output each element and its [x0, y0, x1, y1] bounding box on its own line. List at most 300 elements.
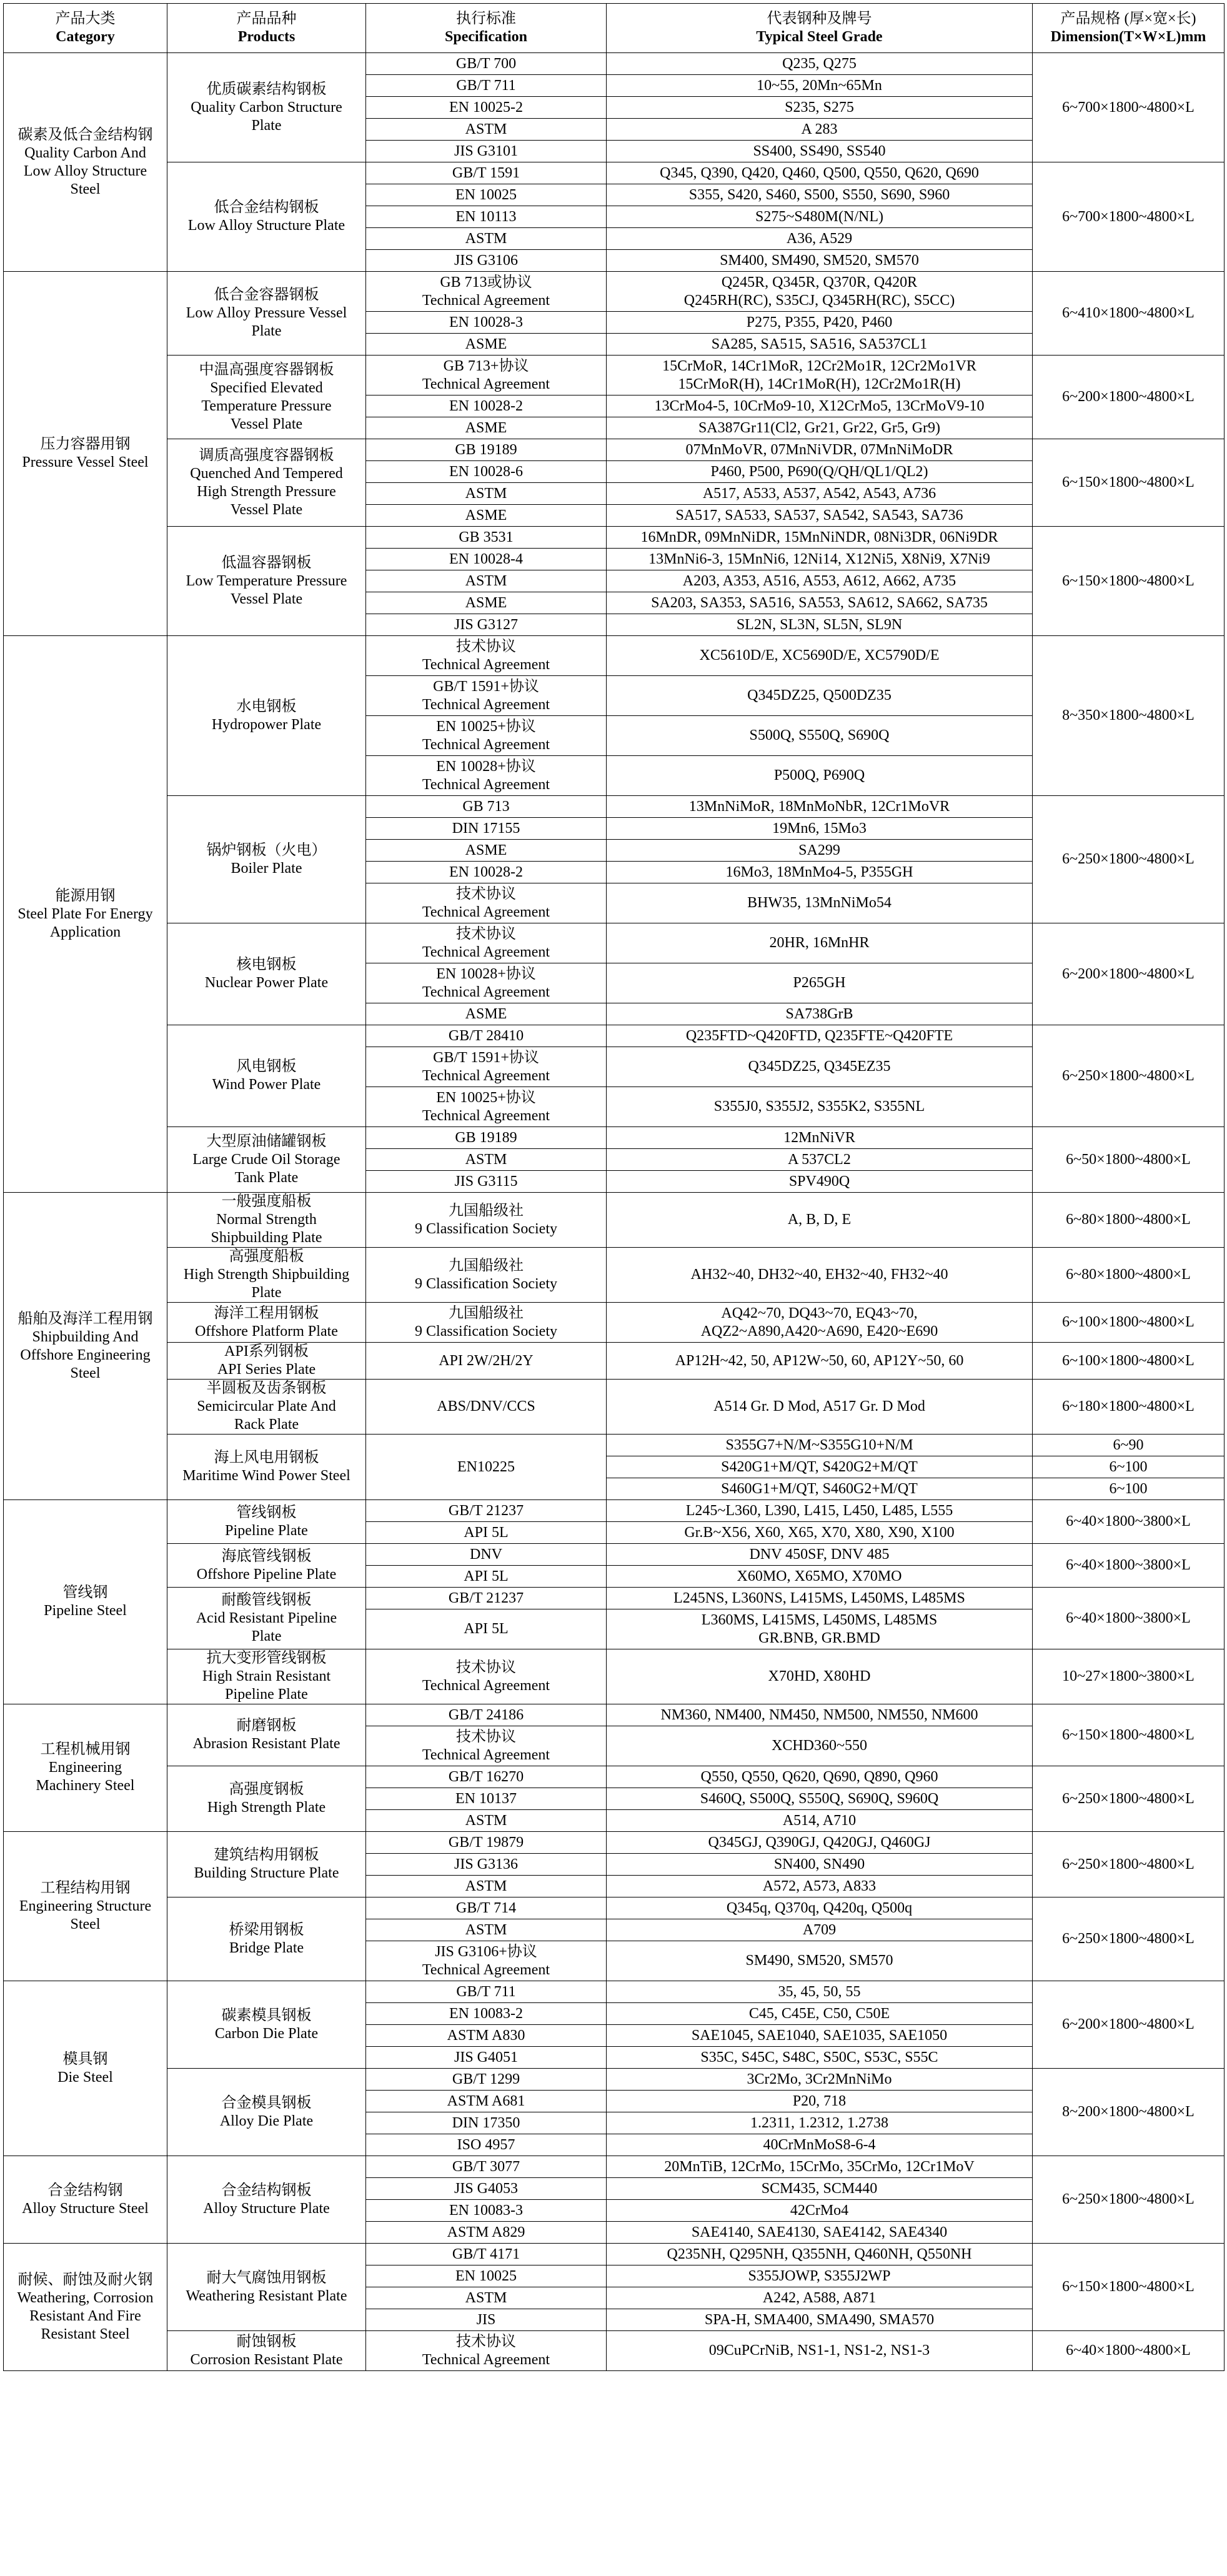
steel-product-spec-table: [3, 3, 1225, 2371]
table-row: [4, 356, 1225, 395]
specification-cell: [366, 206, 607, 228]
specification-cell: [366, 417, 607, 439]
grade-text: A36, A529: [786, 230, 853, 247]
product-label: High Strain Resistant: [202, 1668, 331, 1684]
specification-text: EN 10028-2: [449, 397, 523, 414]
specification-text: GB/T 1591+协议: [433, 1049, 539, 1066]
table-row: [4, 1704, 1225, 1726]
grade-text: S275~S480M(N/NL): [755, 208, 883, 225]
product-label: 半圆板及齿条钢板: [206, 1380, 327, 1396]
grade-text: SPA-H, SMA400, SMA490, SMA570: [704, 2311, 935, 2328]
product-cell: [167, 2069, 366, 2156]
product-cell: [167, 1380, 366, 1435]
grade-text: S420G1+M/QT, S420G2+M/QT: [721, 1458, 918, 1475]
specification-cell: [366, 2069, 607, 2091]
grade-text: S235, S275: [785, 99, 854, 116]
grade-text: SA299: [798, 842, 840, 858]
dimension-cell: 6~40×1800~3800×L: [1033, 1588, 1225, 1649]
product-label: 锅炉钢板（火电）: [206, 842, 327, 858]
dimension-cell: 6~100: [1033, 1478, 1225, 1500]
product-cell: [167, 162, 366, 272]
product-cell: [167, 1127, 366, 1193]
product-label: Low Alloy Pressure Vessel: [186, 305, 347, 321]
specification-text: EN 10137: [455, 1790, 517, 1807]
specification-text: GB/T 1591: [452, 164, 520, 181]
table-row: [4, 53, 1225, 75]
dimension-cell: 6~250×1800~4800×L: [1033, 1897, 1225, 1981]
grade-cell: [607, 883, 1033, 923]
product-label: Acid Resistant Pipeline: [196, 1609, 337, 1626]
grade-text: A517, A533, A537, A542, A543, A736: [702, 485, 936, 502]
category-label: Steel: [70, 181, 101, 197]
product-label: 水电钢板: [236, 698, 297, 715]
grade-text: A, B, D, E: [787, 1211, 852, 1228]
product-cell: [167, 1649, 366, 1704]
grade-text: S460Q, S500Q, S550Q, S690Q, S960Q: [700, 1790, 939, 1807]
specification-text: GB/T 28410: [448, 1027, 524, 1044]
dimension-cell: 6~80×1800~4800×L: [1033, 1193, 1225, 1248]
dimension-cell: 6~700×1800~4800×L: [1033, 53, 1225, 162]
product-cell: [167, 1981, 366, 2069]
specification-text: GB/T 711: [456, 1983, 516, 2000]
product-cell: [167, 636, 366, 796]
specification-text: GB/T 3077: [452, 2158, 520, 2175]
specification-text: 9 Classification Society: [415, 1323, 557, 1340]
specification-cell: [366, 1149, 607, 1171]
specification-text: EN 10083-2: [449, 2005, 523, 2022]
specification-cell: [366, 2265, 607, 2287]
specification-cell: [366, 334, 607, 356]
specification-text: Technical Agreement: [422, 292, 550, 309]
specification-cell: [366, 570, 607, 592]
product-cell: [167, 439, 366, 527]
grade-text: P500Q, P690Q: [773, 767, 865, 783]
category-label: 管线钢: [62, 1584, 108, 1601]
specification-cell: [366, 395, 607, 417]
grade-cell: [607, 1522, 1033, 1544]
product-label: 调质高强度容器钢板: [199, 447, 334, 464]
table-header-row: [4, 4, 1225, 53]
header-specification-en: Specification: [445, 29, 527, 45]
specification-text: ASME: [465, 1005, 507, 1022]
specification-cell: [366, 184, 607, 206]
specification-cell: [366, 1087, 607, 1127]
grade-cell: [607, 1025, 1033, 1047]
category-label: Resistant Steel: [41, 2325, 130, 2342]
product-label: Nuclear Power Plate: [204, 975, 329, 991]
specification-text: JIS G3106: [454, 252, 518, 269]
category-label: Engineering: [48, 1759, 122, 1776]
grade-cell: [607, 141, 1033, 162]
grade-text: 09CuPCrNiB, NS1-1, NS1-2, NS1-3: [708, 2342, 930, 2359]
grade-cell: [607, 1897, 1033, 1919]
specification-cell: [366, 272, 607, 312]
category-label: 船舶及海洋工程用钢: [17, 1310, 153, 1327]
grade-text: XC5610D/E, XC5690D/E, XC5790D/E: [699, 647, 940, 664]
table-row: [4, 2331, 1225, 2371]
specification-cell: [366, 461, 607, 483]
specification-text: GB/T 700: [455, 55, 517, 72]
category-label: Offshore Engineering: [20, 1346, 151, 1363]
header-products: [167, 4, 366, 53]
table-row: [4, 1981, 1225, 2003]
specification-cell: [366, 356, 607, 395]
specification-cell: [366, 250, 607, 272]
specification-cell: [366, 614, 607, 636]
specification-cell: [366, 1025, 607, 1047]
specification-cell: [366, 2047, 607, 2069]
grade-cell: [607, 312, 1033, 334]
grade-text: SA738GrB: [785, 1005, 853, 1022]
product-label: Plate: [251, 323, 282, 339]
product-cell: [167, 527, 366, 636]
category-label: Weathering, Corrosion: [17, 2289, 154, 2306]
specification-text: JIS G3136: [454, 1856, 518, 1872]
grade-text: 20MnTiB, 12CrMo, 15CrMo, 35CrMo, 12Cr1MoV: [664, 2158, 975, 2175]
product-cell: [167, 53, 366, 162]
grade-cell: [607, 1003, 1033, 1025]
grade-cell: [607, 592, 1033, 614]
table-row: [4, 1025, 1225, 1047]
grade-text: Q235, Q275: [782, 55, 857, 72]
specification-cell: [366, 2112, 607, 2134]
header-category-zh: 产品大类: [55, 11, 116, 27]
specification-cell: [366, 2222, 607, 2244]
product-label: 耐大气腐蚀用钢板: [206, 2269, 327, 2286]
category-label: Steel: [70, 1365, 101, 1381]
product-label: Carbon Die Plate: [214, 2025, 319, 2042]
specification-cell: [366, 756, 607, 796]
specification-cell: [366, 312, 607, 334]
specification-text: Technical Agreement: [422, 736, 550, 753]
dimension-cell: 6~40×1800~4800×L: [1033, 2331, 1225, 2371]
grade-text: Gr.B~X56, X60, X65, X70, X80, X90, X100: [684, 1524, 955, 1541]
header-products-en: Products: [237, 29, 296, 45]
grade-cell: [607, 53, 1033, 75]
specification-text: GB 19189: [455, 441, 517, 458]
specification-text: ASTM: [465, 121, 507, 137]
grade-cell: [607, 1609, 1033, 1649]
grade-cell: [607, 570, 1033, 592]
specification-text: JIS: [476, 2311, 496, 2328]
specification-cell: [366, 527, 607, 549]
grade-text: 15CrMoR(H), 14Cr1MoR(H), 12Cr2Mo1R(H): [678, 375, 961, 392]
table-row: [4, 1435, 1225, 1456]
grade-cell: [607, 862, 1033, 883]
specification-text: GB 713或协议: [440, 274, 532, 291]
category-cell: [4, 636, 167, 1193]
dimension-cell: 6~40×1800~3800×L: [1033, 1544, 1225, 1588]
grade-cell: [607, 716, 1033, 756]
specification-text: ASTM: [465, 485, 507, 502]
specification-cell: [366, 716, 607, 756]
grade-text: SM490, SM520, SM570: [745, 1952, 893, 1969]
specification-cell: [366, 1766, 607, 1788]
grade-text: AQZ2~A890,A420~A690, E420~E690: [700, 1323, 938, 1340]
header-dimension-en: Dimension(T×W×L)mm: [1050, 29, 1206, 45]
specification-cell: [366, 923, 607, 963]
product-cell: [167, 1704, 366, 1766]
product-cell: [167, 1500, 366, 1544]
specification-cell: [366, 676, 607, 716]
product-label: 碳素模具钢板: [221, 2007, 312, 2024]
specification-text: 九国船级社: [449, 1202, 524, 1219]
category-cell: [4, 1704, 167, 1832]
header-category-en: Category: [56, 29, 115, 45]
specification-cell: [366, 141, 607, 162]
specification-text: API 5L: [464, 1621, 509, 1637]
product-cell: [167, 923, 366, 1025]
product-cell: [167, 1544, 366, 1588]
specification-cell: [366, 963, 607, 1003]
product-label: Low Temperature Pressure: [186, 572, 347, 589]
specification-text: EN10225: [457, 1458, 515, 1475]
specification-text: GB/T 19879: [448, 1834, 524, 1851]
product-cell: [167, 1588, 366, 1649]
specification-cell: [366, 1003, 607, 1025]
grade-text: 3Cr2Mo, 3Cr2MnNiMo: [747, 2071, 892, 2087]
dimension-cell: 6~50×1800~4800×L: [1033, 1127, 1225, 1193]
category-cell: [4, 1981, 167, 2156]
specification-text: EN 10083-3: [449, 2202, 523, 2219]
specification-text: Technical Agreement: [422, 1107, 550, 1124]
grade-cell: [607, 119, 1033, 141]
specification-text: ASME: [465, 594, 507, 611]
specification-cell: [366, 883, 607, 923]
specification-text: ASTM: [465, 230, 507, 247]
grade-cell: [607, 439, 1033, 461]
grade-cell: [607, 549, 1033, 570]
grade-cell: [607, 2222, 1033, 2244]
specification-cell: [366, 53, 607, 75]
specification-text: EN 10028+协议: [436, 758, 536, 775]
specification-cell: [366, 2309, 607, 2331]
grade-cell: [607, 1981, 1033, 2003]
product-label: 耐蚀钢板: [236, 2333, 297, 2350]
specification-cell: [366, 97, 607, 119]
dimension-cell: 6~100×1800~4800×L: [1033, 1303, 1225, 1343]
dimension-cell: 6~150×1800~4800×L: [1033, 1704, 1225, 1766]
grade-text: SA517, SA533, SA537, SA542, SA543, SA736: [675, 507, 963, 524]
specification-text: 技术协议: [456, 885, 516, 902]
category-cell: [4, 1500, 167, 1704]
grade-text: SA285, SA515, SA516, SA537CL1: [711, 336, 928, 352]
product-cell: [167, 1832, 366, 1897]
grade-text: P20, 718: [792, 2092, 847, 2109]
dimension-cell: 6~150×1800~4800×L: [1033, 439, 1225, 527]
product-label: Vessel Plate: [230, 501, 303, 518]
specification-text: Technical Agreement: [422, 1067, 550, 1084]
specification-text: GB 3531: [459, 529, 514, 545]
product-cell: [167, 1435, 366, 1500]
specification-text: GB/T 16270: [448, 1768, 524, 1785]
product-label: High Strength Shipbuilding: [183, 1266, 350, 1283]
specification-cell: [366, 2178, 607, 2200]
specification-cell: [366, 1435, 607, 1500]
specification-text: ASTM: [465, 1151, 507, 1168]
grade-cell: [607, 1704, 1033, 1726]
grade-text: SL2N, SL3N, SL5N, SL9N: [736, 616, 903, 633]
grade-cell: [607, 2047, 1033, 2069]
grade-text: Q245R, Q345R, Q370R, Q420R: [721, 274, 918, 291]
grade-cell: [607, 1726, 1033, 1766]
product-cell: [167, 2156, 366, 2244]
grade-text: GR.BNB, GR.BMD: [758, 1629, 880, 1646]
header-specification-zh: 执行标准: [456, 11, 516, 27]
product-label: Boiler Plate: [231, 860, 302, 877]
specification-cell: [366, 2091, 607, 2112]
grade-cell: [607, 250, 1033, 272]
specification-text: DIN 17350: [452, 2114, 520, 2131]
category-label: Shipbuilding And: [32, 1328, 139, 1345]
specification-text: 9 Classification Society: [415, 1220, 557, 1237]
table-body: [4, 53, 1225, 2371]
table-row: [4, 1193, 1225, 1248]
product-label: Low Alloy Structure Plate: [187, 217, 345, 234]
specification-cell: [366, 119, 607, 141]
product-label: Large Crude Oil Storage: [192, 1151, 340, 1168]
grade-cell: [607, 1380, 1033, 1435]
specification-text: Technical Agreement: [422, 375, 550, 392]
specification-text: API 5L: [464, 1524, 509, 1541]
specification-text: EN 10025-2: [449, 99, 523, 116]
category-label: 能源用钢: [55, 887, 116, 904]
specification-cell: [366, 1876, 607, 1897]
grade-cell: [607, 527, 1033, 549]
grade-cell: [607, 1500, 1033, 1522]
table-row: [4, 1649, 1225, 1704]
product-label: Shipbuilding Plate: [211, 1230, 322, 1246]
grade-text: SM400, SM490, SM520, SM570: [720, 252, 919, 269]
grade-cell: [607, 1919, 1033, 1941]
specification-text: JIS G3115: [454, 1173, 518, 1190]
specification-cell: [366, 636, 607, 676]
grade-cell: [607, 818, 1033, 840]
grade-text: XCHD360~550: [772, 1738, 867, 1754]
grade-text: 10~55, 20Mn~65Mn: [757, 77, 882, 94]
grade-cell: [607, 1854, 1033, 1876]
dimension-cell: 6~200×1800~4800×L: [1033, 1981, 1225, 2069]
product-cell: [167, 356, 366, 439]
specification-text: EN 10113: [455, 208, 517, 225]
grade-cell: [607, 334, 1033, 356]
specification-text: Technical Agreement: [422, 1677, 550, 1694]
grade-cell: [607, 1478, 1033, 1500]
grade-cell: [607, 1544, 1033, 1566]
spec-table-container: [3, 3, 1224, 2371]
product-label: 高强度钢板: [229, 1781, 304, 1798]
product-label: Tank Plate: [234, 1169, 299, 1186]
product-label: 低合金结构钢板: [214, 199, 319, 216]
grade-text: 40CrMnMoS8-6-4: [763, 2136, 876, 2153]
grade-cell: [607, 483, 1033, 505]
category-label: Quality Carbon And: [24, 144, 146, 161]
header-dimension-zh: 产品规格 (厚×宽×长): [1060, 11, 1196, 27]
grade-text: Q235NH, Q295NH, Q355NH, Q460NH, Q550NH: [667, 2245, 972, 2262]
specification-text: Technical Agreement: [422, 776, 550, 793]
product-label: Maritime Wind Power Steel: [182, 1468, 350, 1484]
grade-cell: [607, 461, 1033, 483]
grade-cell: [607, 1810, 1033, 1832]
dimension-cell: 6~200×1800~4800×L: [1033, 356, 1225, 439]
grade-text: S35C, S45C, S48C, S50C, S53C, S55C: [700, 2049, 938, 2066]
product-label: Plate: [251, 117, 282, 134]
grade-text: AH32~40, DH32~40, EH32~40, FH32~40: [690, 1266, 948, 1283]
grade-cell: [607, 1456, 1033, 1478]
specification-text: EN 10025+协议: [436, 718, 536, 735]
grade-cell: [607, 2331, 1033, 2371]
specification-cell: [366, 1704, 607, 1726]
grade-cell: [607, 1193, 1033, 1248]
specification-text: EN 10028-2: [449, 863, 523, 880]
category-label: Steel: [70, 1916, 101, 1932]
product-cell: [167, 2244, 366, 2331]
grade-cell: [607, 2244, 1033, 2265]
product-cell: [167, 1897, 366, 1981]
grade-cell: [607, 505, 1033, 527]
product-label: Hydropower Plate: [211, 716, 322, 733]
dimension-cell: 6~150×1800~4800×L: [1033, 527, 1225, 636]
grade-cell: [607, 162, 1033, 184]
category-label: Steel Plate For Energy: [17, 905, 153, 922]
dimension-cell: 6~250×1800~4800×L: [1033, 1832, 1225, 1897]
grade-text: X60MO, X65MO, X70MO: [737, 1568, 902, 1584]
specification-cell: [366, 2244, 607, 2265]
product-label: 耐磨钢板: [236, 1718, 297, 1734]
specification-text: 技术协议: [456, 2333, 516, 2350]
grade-text: L245~L360, L390, L415, L450, L485, L555: [685, 1502, 953, 1519]
dimension-cell: 10~27×1800~3800×L: [1033, 1649, 1225, 1704]
grade-text: L245NS, L360NS, L415MS, L450MS, L485MS: [673, 1589, 965, 1606]
specification-cell: [366, 1726, 607, 1766]
grade-text: C45, C45E, C50, C50E: [748, 2005, 890, 2022]
dimension-cell: 6~250×1800~4800×L: [1033, 1025, 1225, 1127]
product-label: Plate: [251, 1285, 282, 1301]
table-row: [4, 1127, 1225, 1149]
specification-text: 九国船级社: [449, 1305, 524, 1321]
dimension-cell: 6~150×1800~4800×L: [1033, 2244, 1225, 2331]
grade-cell: [607, 1766, 1033, 1788]
product-label: High Strength Plate: [207, 1799, 326, 1816]
grade-cell: [607, 840, 1033, 862]
grade-text: Q345DZ25, Q500DZ35: [747, 687, 892, 704]
specification-cell: [366, 1832, 607, 1854]
product-cell: [167, 2331, 366, 2371]
grade-cell: [607, 2134, 1033, 2156]
grade-text: 13MnNi6-3, 15MnNi6, 12Ni14, X12Ni5, X8Ni9, X7Ni9: [648, 550, 990, 567]
category-label: 模具钢: [62, 2051, 108, 2067]
specification-cell: [366, 2287, 607, 2309]
specification-cell: [366, 1588, 607, 1609]
grade-cell: [607, 1303, 1033, 1343]
specification-text: ASME: [465, 336, 507, 352]
grade-text: DNV 450SF, DNV 485: [749, 1546, 890, 1563]
specification-cell: [366, 2025, 607, 2047]
category-label: Resistant And Fire: [29, 2307, 141, 2324]
grade-cell: [607, 1149, 1033, 1171]
grade-cell: [607, 1435, 1033, 1456]
dimension-cell: 6~180×1800~4800×L: [1033, 1380, 1225, 1435]
grade-text: P275, P355, P420, P460: [746, 314, 893, 331]
specification-text: EN 10025: [455, 186, 517, 203]
grade-text: S355JOWP, S355J2WP: [748, 2267, 891, 2284]
category-label: 碳素及低合金结构钢: [17, 126, 153, 143]
product-label: Wind Power Plate: [212, 1077, 321, 1093]
product-label: Temperature Pressure: [201, 397, 332, 414]
table-row: [4, 1588, 1225, 1609]
grade-text: S460G1+M/QT, S460G2+M/QT: [721, 1480, 918, 1497]
grade-cell: [607, 2265, 1033, 2287]
